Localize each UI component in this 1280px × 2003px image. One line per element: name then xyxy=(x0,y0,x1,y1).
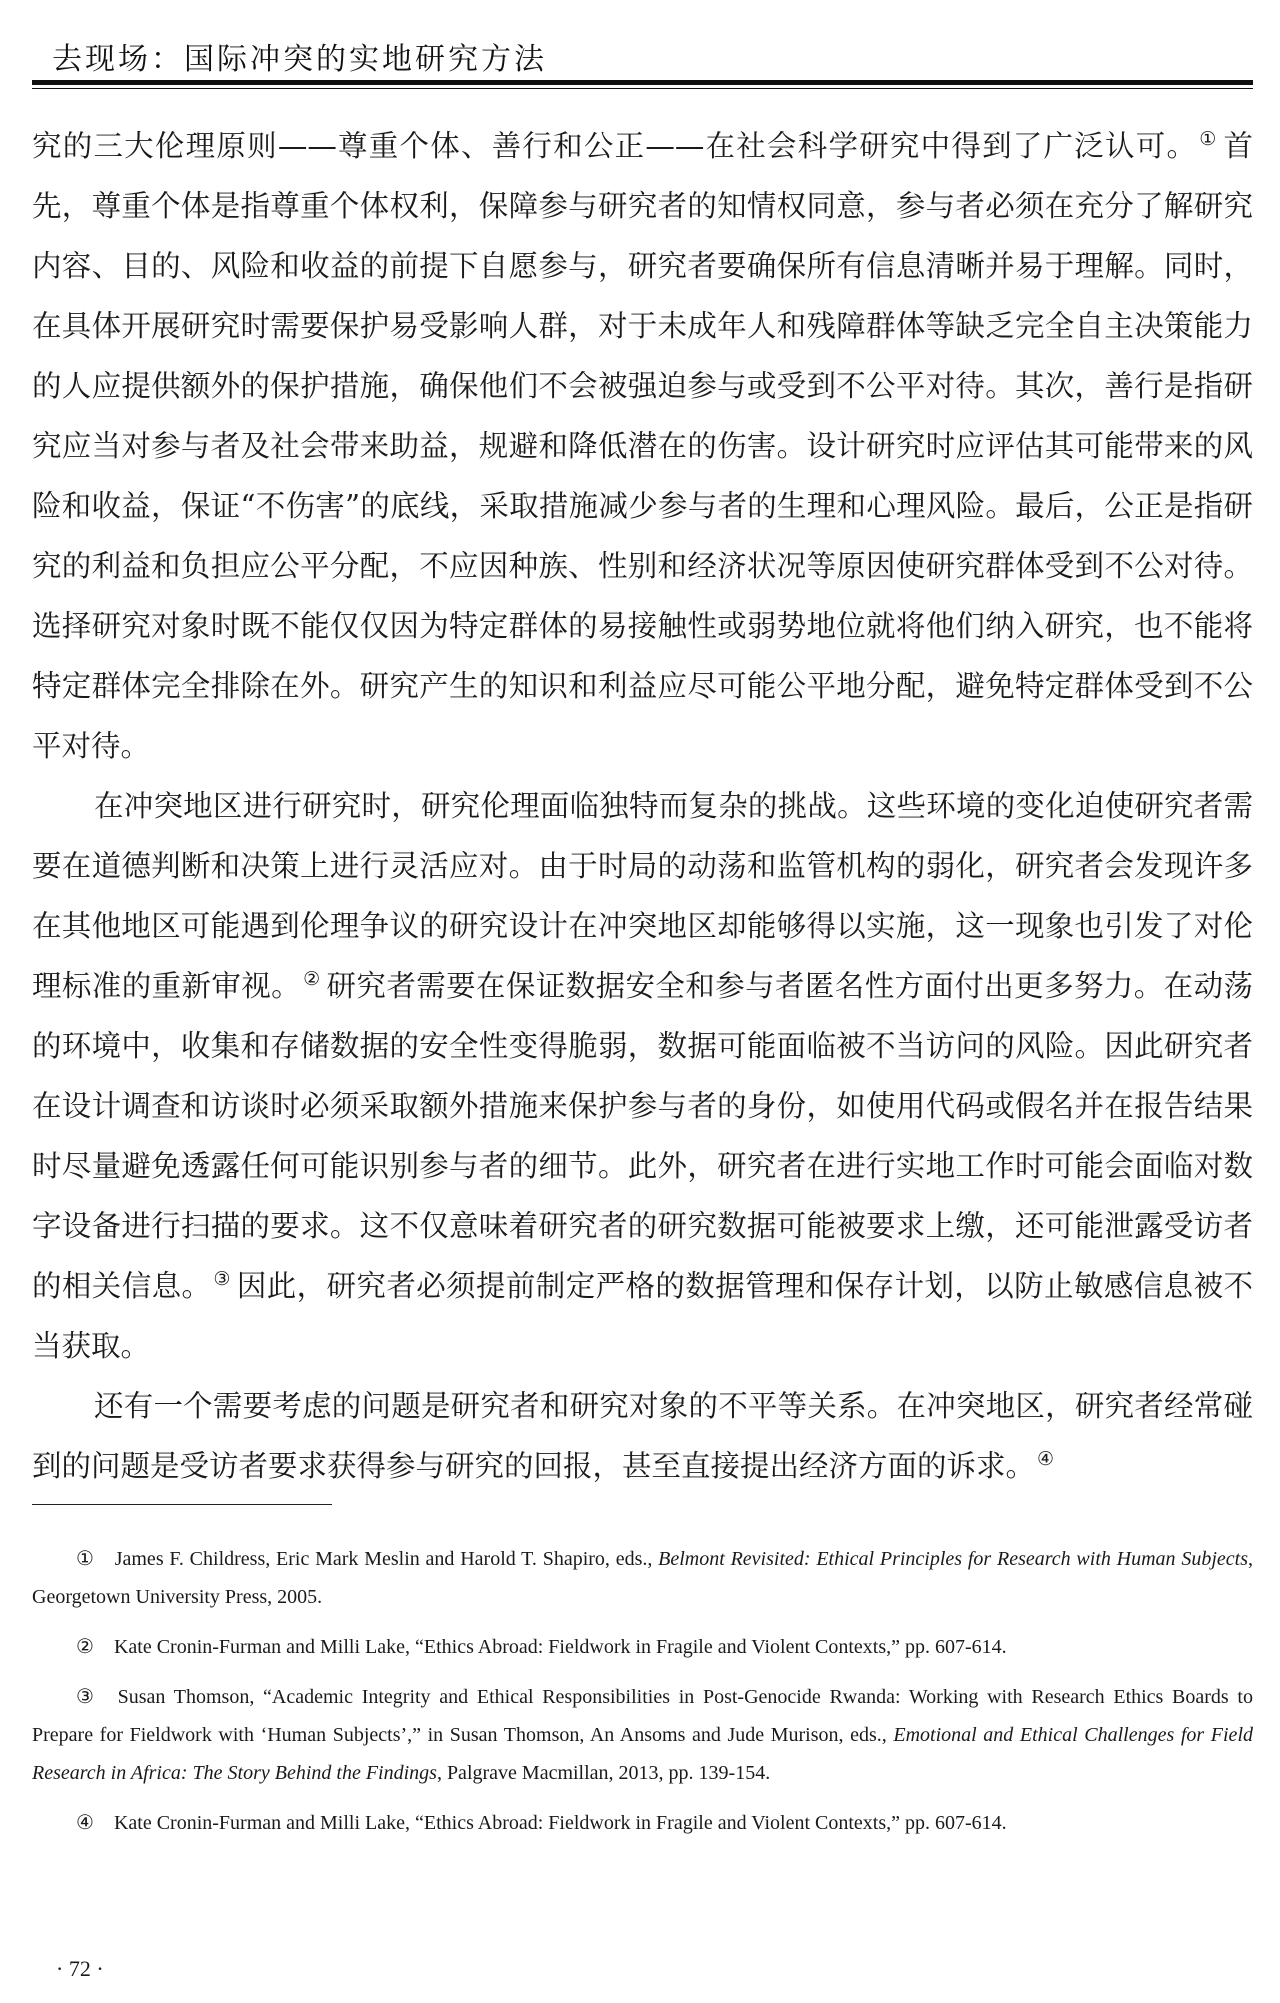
footnote-text: , Georgetown University Press, 2005. xyxy=(32,1548,1253,1608)
paragraph-2 xyxy=(32,776,1253,1376)
footnote-text: Kate Cronin-Furman and Milli Lake, “Ethics Abroad: Fieldwork in Fragile and Violent Contexts,” pp. 607-614. xyxy=(113,1636,1007,1658)
paragraph-text: 因此，研究者必须提前制定严格的数据管理和保存计划，以防止敏感信息被不当获取。 xyxy=(32,1269,1253,1363)
footnote-ref-3[interactable]: ③ xyxy=(213,1268,231,1291)
footnote-3 xyxy=(32,1678,1253,1792)
footnote-ref-4[interactable]: ④ xyxy=(1037,1448,1055,1471)
header-rule-thin xyxy=(32,88,1253,89)
footnote-text: Susan Thomson, “Academic Integrity and Ethical Responsibilities in Post-Genocide Rwanda: Working with Research Ethics Boards to Prepare for Fieldwork with ‘Human Subjects’,” in Susan Thomson, An Ansoms and Jude Murison, eds., xyxy=(32,1686,1253,1746)
paragraph-text: 首先，尊重个体是指尊重个体权利，保障参与研究者的知情权同意，参与者必须在充分了解研究内容、目的、风险和收益的前提下自愿参与，研究者要确保所有信息清晰并易于理解。同时，在具体开展研究时需要保护易受影响人群，对于未成年人和残障群体等缺乏完全自主决策能力的人应提供额外的保护措施，确保他们不会被强迫参与或受到不公平对待。其次，善行是指研究应当对参与者及社会带来助益，规避和降低潜在的伤害。设计研究时应评估其可能带来的风险和收益，保证“不伤害”的底线，采取措施减少参与者的生理和心理风险。最后，公正是指研究的利益和负担应公平分配，不应因种族、性别和经济状况等原因使研究群体受到不公对待。选择研究对象时既不能仅仅因为特定群体的易接触性或弱势地位就将他们纳入研究，也不能将特定群体完全排除在外。研究产生的知识和利益应尽可能公平地分配，避免特定群体受到不公平对待。 xyxy=(32,129,1253,763)
footnote-4 xyxy=(32,1804,1253,1842)
body-text xyxy=(32,116,1253,1496)
book-page xyxy=(32,0,1253,2003)
paragraph-text: 在冲突地区进行研究时，研究伦理面临独特而复杂的挑战。这些环境的变化迫使研究者需要在道德判断和决策上进行灵活应对。由于时局的动荡和监管机构的弱化，研究者会发现许多在其他地区可能遇到伦理争议的研究设计在冲突地区却能够得以实施，这一现象也引发了对伦理标准的重新审视。 xyxy=(32,789,1253,1003)
footnote-number: ③ xyxy=(76,1686,98,1708)
paragraph-3 xyxy=(32,1376,1253,1496)
footnote-ref-1[interactable]: ① xyxy=(1199,128,1218,151)
footnotes xyxy=(32,1540,1253,1854)
footnote-divider xyxy=(32,1504,332,1505)
paragraph-text: 研究者需要在保证数据安全和参与者匿名性方面付出更多努力。在动荡的环境中，收集和存储数据的安全性变得脆弱，数据可能面临被不当访问的风险。因此研究者在设计调查和访谈时必须采取额外措施来保护参与者的身份，如使用代码或假名并在报告结果时尽量避免透露任何可能识别参与者的细节。此外，研究者在进行实地工作时可能会面临对数字设备进行扫描的要求。这不仅意味着研究者的研究数据可能被要求上缴，还可能泄露受访者的相关信息。 xyxy=(32,969,1253,1303)
paragraph-text: 还有一个需要考虑的问题是研究者和研究对象的不平等关系。在冲突地区，研究者经常碰到的问题是受访者要求获得参与研究的回报，甚至直接提出经济方面的诉求。 xyxy=(32,1389,1253,1483)
paragraph-text: 究的三大伦理原则——尊重个体、善行和公正——在社会科学研究中得到了广泛认可。 xyxy=(32,129,1198,163)
footnote-title: Emotional and Ethical Challenges for Field Research in Africa: The Story Behind the Findings xyxy=(32,1724,1253,1784)
footnote-ref-2[interactable]: ② xyxy=(303,968,321,991)
paragraph-1 xyxy=(32,116,1253,776)
running-head: 去现场：国际冲突的实地研究方法 xyxy=(52,42,547,77)
page-number: · 72 · xyxy=(56,1956,104,1981)
footnote-title: Belmont Revisited: Ethical Principles for Research with Human Subjects xyxy=(658,1548,1248,1570)
footnote-number: ② xyxy=(76,1636,94,1658)
footnote-number: ① xyxy=(76,1548,95,1570)
footnote-number: ④ xyxy=(76,1812,94,1834)
footnote-2 xyxy=(32,1628,1253,1666)
footnote-text: James F. Childress, Eric Mark Meslin and Harold T. Shapiro, eds., xyxy=(114,1548,659,1570)
footnote-1 xyxy=(32,1540,1253,1616)
footnote-text: Kate Cronin-Furman and Milli Lake, “Ethics Abroad: Fieldwork in Fragile and Violent Contexts,” pp. 607-614. xyxy=(113,1812,1007,1834)
header-rule-thick xyxy=(32,80,1253,85)
footnote-text: , Palgrave Macmillan, 2013, pp. 139-154. xyxy=(436,1762,771,1784)
